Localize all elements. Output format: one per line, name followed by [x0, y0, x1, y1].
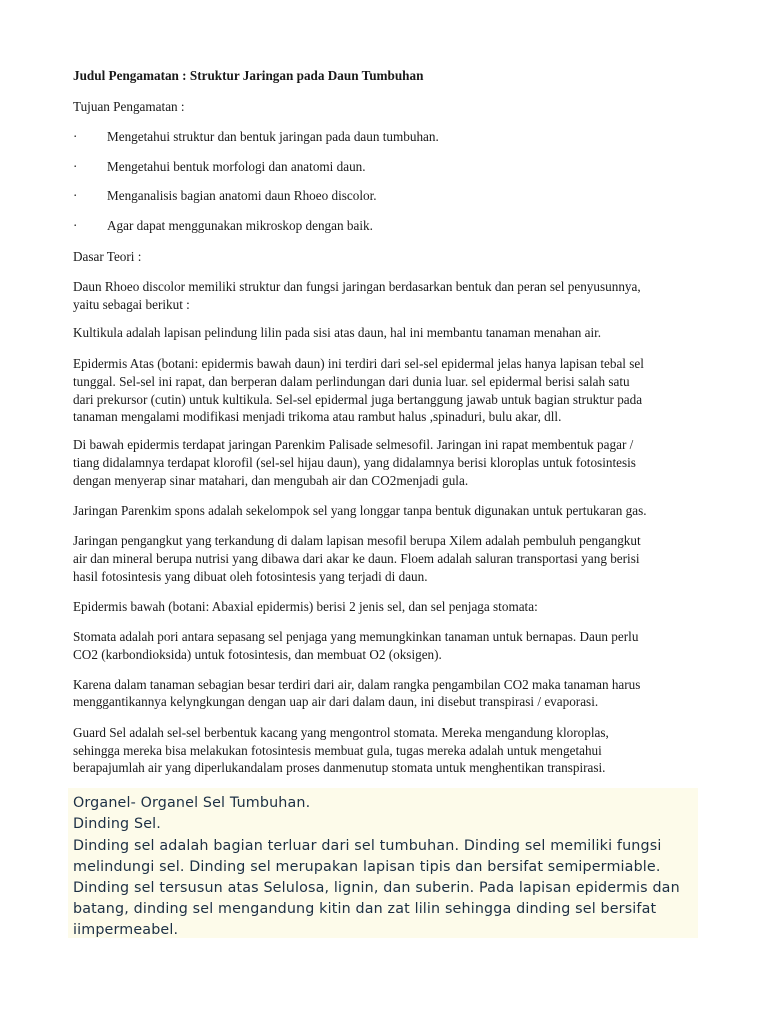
paragraph-line: Jaringan pengangkut yang terkandung di dalam lapisan mesofil berupa Xilem adalah pembuluh pengangkut [73, 533, 641, 548]
bullet-icon: · [73, 218, 78, 233]
tujuan-item-text: Mengetahui struktur dan bentuk jaringan pada daun tumbuhan. [107, 129, 439, 144]
tujuan-item-text: Agar dapat menggunakan mikroskop dengan baik. [107, 218, 373, 233]
paragraph-line: yaitu sebagai berikut : [73, 297, 190, 312]
paragraph-line: Epidermis bawah (botani: Abaxial epidermis) berisi 2 jenis sel, dan sel penjaga stomata: [73, 599, 538, 614]
bullet-icon: · [73, 159, 78, 174]
dasar-teori-heading: Dasar Teori : [73, 249, 142, 264]
tujuan-heading: Tujuan Pengamatan : [73, 99, 185, 114]
tujuan-item-text: Menganalisis bagian anatomi daun Rhoeo discolor. [107, 188, 377, 203]
paragraph-line: tunggal. Sel-sel ini rapat, dan berperan dalam perlindungan dari dunia luar. sel epidermal berisi salah satu [73, 374, 630, 389]
paragraph-line: Guard Sel adalah sel-sel berbentuk kacang yang mengontrol stomata. Mereka mengandung kloroplas, [73, 725, 609, 740]
paragraph-line: dari prekursor (cutin) untuk kultikula. Sel-sel epidermal juga bertanggung jawab untuk bagian struktur pada [73, 392, 643, 407]
callout-line: Dinding sel tersusun atas Selulosa, lignin, dan suberin. Pada lapisan epidermis dan [73, 880, 680, 896]
paragraph-line: Epidermis Atas (botani: epidermis bawah daun) ini terdiri dari sel-sel epidermal jelas hanya lapisan tebal sel [73, 356, 644, 371]
paragraph-line: dengan menyerap sinar matahari, dan mengubah air dan CO2menjadi gula. [73, 473, 469, 488]
paragraph-line: CO2 (karbondioksida) untuk fotosintesis, dan membuat O2 (oksigen). [73, 647, 442, 662]
paragraph-line: menggantikannya kelyngkungan dengan uap air dari dalam daun, ini disebut transpirasi / evaporasi. [73, 694, 599, 709]
bullet-icon: · [73, 188, 78, 203]
callout-line: batang, dinding sel mengandung kitin dan zat lilin sehingga dinding sel bersifat [73, 901, 657, 917]
paragraph-line: tanaman mengalami modifikasi menjadi trikoma atau rambut halus ,spinaduri, bulu akar, dll. [73, 409, 562, 424]
callout-heading: Organel- Organel Sel Tumbuhan. [73, 795, 311, 811]
callout-subheading: Dinding Sel. [73, 816, 161, 832]
paragraph-line: Kultikula adalah lapisan pelindung lilin pada sisi atas daun, hal ini membantu tanaman menahan air. [73, 325, 602, 340]
organel-callout-box [68, 788, 698, 938]
paragraph-line: tiang didalamnya terdapat klorofil (sel-sel hijau daun), yang didalamnya berisi kloroplas untuk fotosintesis [73, 455, 636, 470]
paragraph-line: Karena dalam tanaman sebagian besar terdiri dari air, dalam rangka pengambilan CO2 maka tanaman harus [73, 677, 641, 692]
paragraph-line: Stomata adalah pori antara sepasang sel penjaga yang memungkinkan tanaman untuk bernapas. Daun perlu [73, 629, 639, 644]
callout-line: iimpermeabel. [73, 922, 179, 938]
tujuan-item-text: Mengetahui bentuk morfologi dan anatomi daun. [107, 159, 366, 174]
document-title: Judul Pengamatan : Struktur Jaringan pada Daun Tumbuhan [73, 68, 424, 83]
paragraph-line: sehingga mereka bisa melakukan fotosintesis membuat gula, tugas mereka adalah untuk mengetahui [73, 743, 602, 758]
paragraph-line: hasil fotosintesis yang dibuat oleh fotosintesis yang terjadi di daun. [73, 569, 428, 584]
bullet-icon: · [73, 129, 78, 144]
paragraph-line: Daun Rhoeo discolor memiliki struktur dan fungsi jaringan berdasarkan bentuk dan peran sel penyusunnya, [73, 279, 641, 294]
paragraph-line: air dan mineral berupa nutrisi yang dibawa dari akar ke daun. Floem adalah saluran transportasi yang berisi [73, 551, 640, 566]
callout-line: melindungi sel. Dinding sel merupakan lapisan tipis dan bersifat semipermiable. [73, 859, 661, 875]
paragraph-line: Jaringan Parenkim spons adalah sekelompok sel yang longgar tanpa bentuk digunakan untuk pertukaran gas. [73, 503, 647, 518]
paragraph-line: Di bawah epidermis terdapat jaringan Parenkim Palisade selmesofil. Jaringan ini rapat membentuk pagar / [73, 437, 634, 452]
paragraph-line: berapajumlah air yang diperlukandalam proses danmenutup stomata untuk menghentikan transpirasi. [73, 760, 606, 775]
callout-line: Dinding sel adalah bagian terluar dari sel tumbuhan. Dinding sel memiliki fungsi [73, 838, 662, 854]
